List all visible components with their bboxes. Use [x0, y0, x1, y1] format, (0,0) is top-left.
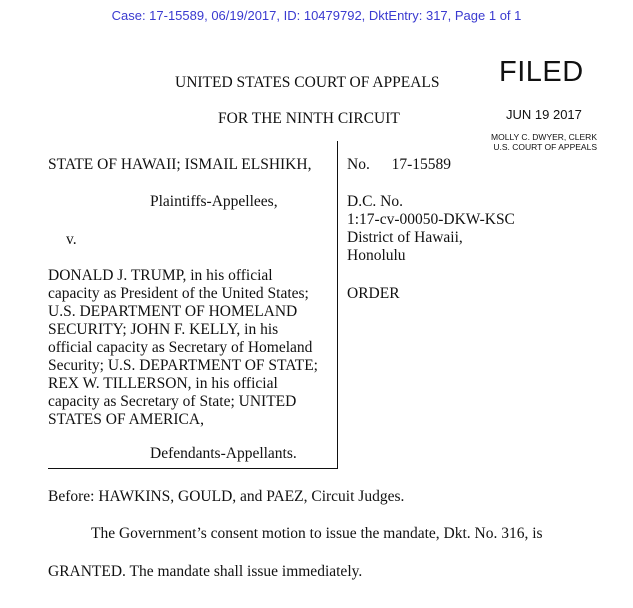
defendants-line: REX W. TILLERSON, in his official: [48, 375, 278, 392]
filed-stamp: FILED: [499, 56, 584, 88]
order-text-line2: GRANTED. The mandate shall issue immediately.: [48, 563, 363, 580]
defendants-line: STATES OF AMERICA,: [48, 411, 204, 428]
document-type: ORDER: [347, 285, 400, 302]
clerk-name: MOLLY C. DWYER, CLERK: [491, 132, 597, 142]
defendants-line: U.S. DEPARTMENT OF HOMELAND: [48, 303, 298, 320]
plaintiffs-names: STATE OF HAWAII; ISMAIL ELSHIKH,: [48, 156, 312, 173]
district-name: District of Hawaii,: [347, 229, 463, 246]
case-header-stamp: Case: 17-15589, 06/19/2017, ID: 10479792, DktEntry: 317, Page 1 of 1: [111, 8, 522, 23]
defendants-line: capacity as President of the United States;: [48, 285, 309, 302]
defendants-names: [48, 267, 338, 429]
clerk-signature: [491, 132, 597, 152]
clerk-office: U.S. COURT OF APPEALS: [493, 142, 597, 152]
plaintiffs-role: Plaintiffs-Appellees,: [150, 193, 278, 210]
court-name-line2: FOR THE NINTH CIRCUIT: [218, 110, 400, 127]
defendants-line: capacity as Secretary of State; UNITED: [48, 393, 297, 410]
defendants-line: official capacity as Secretary of Homeland: [48, 339, 313, 356]
dc-number-value: 1:17-cv-00050-DKW-KSC: [347, 211, 515, 228]
case-number: [347, 156, 451, 174]
panel-judges: Before: HAWKINS, GOULD, and PAEZ, Circuit Judges.: [48, 488, 405, 505]
district-court-info: [347, 193, 515, 265]
filed-date: JUN 19 2017: [506, 107, 582, 122]
defendants-line: SECURITY; JOHN F. KELLY, in his: [48, 321, 279, 338]
order-text-line1: The Government’s consent motion to issue the mandate, Dkt. No. 316, is: [91, 525, 543, 542]
case-number-value: 17-15589: [391, 156, 451, 173]
dc-number-label: D.C. No.: [347, 193, 403, 210]
district-city: Honolulu: [347, 247, 406, 264]
case-number-label: No.: [347, 156, 370, 173]
defendants-line: DONALD J. TRUMP, in his official: [48, 267, 273, 284]
defendants-line: Security; U.S. DEPARTMENT OF STATE;: [48, 357, 318, 374]
defendants-role: Defendants-Appellants.: [150, 445, 297, 462]
court-name-line1: UNITED STATES COURT OF APPEALS: [175, 74, 440, 91]
versus-label: v.: [66, 231, 77, 248]
